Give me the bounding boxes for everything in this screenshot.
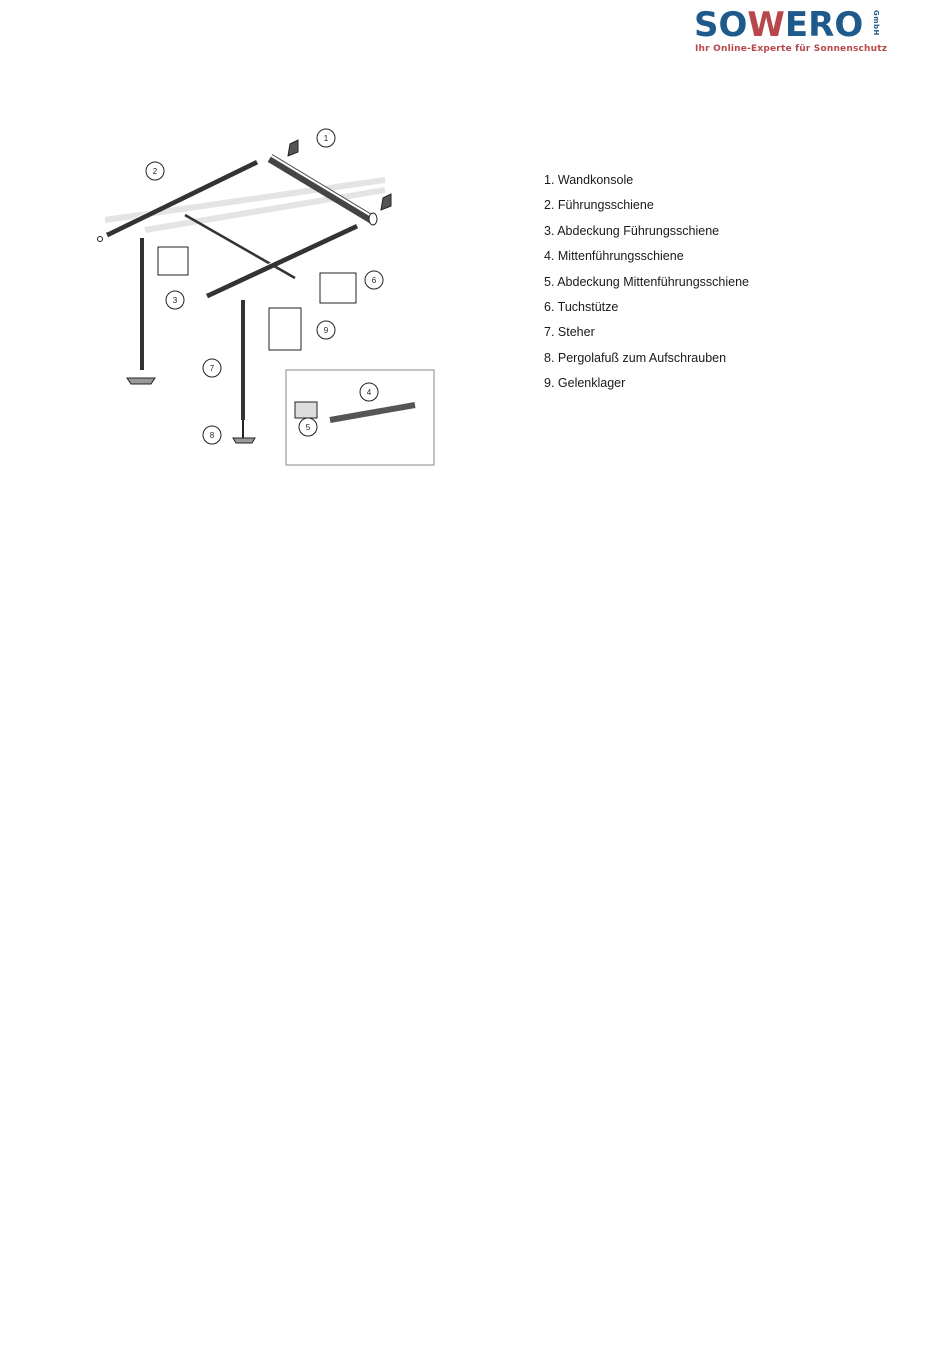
left-post xyxy=(127,238,155,384)
callout-label-2: 2 xyxy=(152,167,158,176)
brand-suffix: GmbH xyxy=(872,10,880,36)
detail-box-fabric-support xyxy=(320,273,356,303)
detail-box-joint xyxy=(269,308,301,350)
callout-label-7: 7 xyxy=(209,364,215,373)
legend-item: 8. Pergolafuß zum Aufschrauben xyxy=(544,350,727,365)
brand-wordmark xyxy=(694,5,864,45)
brand-tagline: Ihr Online-Experte für Sonnenschutz xyxy=(695,44,888,54)
callout-label-4: 4 xyxy=(366,388,372,397)
legend-item: 1. Wandkonsole xyxy=(544,173,634,187)
callout-label-8: 8 xyxy=(209,431,215,440)
detail-box-cover xyxy=(158,247,188,275)
brand-name-part2: W xyxy=(747,5,785,45)
callout-label-3: 3 xyxy=(172,296,178,305)
callout-label-1: 1 xyxy=(323,134,329,143)
legend-item: 5. Abdeckung Mittenführungsschiene xyxy=(544,274,749,289)
callout-label-9: 9 xyxy=(323,326,329,335)
legend-item: 4. Mittenführungsschiene xyxy=(544,249,684,264)
legend-item: 2. Führungsschiene xyxy=(544,198,654,213)
callout-label-5: 5 xyxy=(305,423,311,432)
parts-legend xyxy=(544,168,749,397)
front-rail xyxy=(207,223,357,296)
brand-logo xyxy=(694,5,894,56)
legend-item: 3. Abdeckung Führungsschiene xyxy=(544,223,720,238)
middle-guide-rail xyxy=(185,215,295,278)
callout-markers xyxy=(146,129,383,444)
brand-name-part3: ERO xyxy=(784,5,864,45)
right-post xyxy=(233,300,255,443)
wall-profile xyxy=(270,155,377,225)
legend-item: 6. Tuchstütze xyxy=(544,299,619,314)
legend-item: 9. Gelenklager xyxy=(544,376,626,391)
pergola-assembly-diagram xyxy=(85,120,435,470)
legend-item: 7. Steher xyxy=(544,325,595,340)
brand-name-part1: SO xyxy=(694,5,748,45)
callout-label-6: 6 xyxy=(371,276,377,285)
